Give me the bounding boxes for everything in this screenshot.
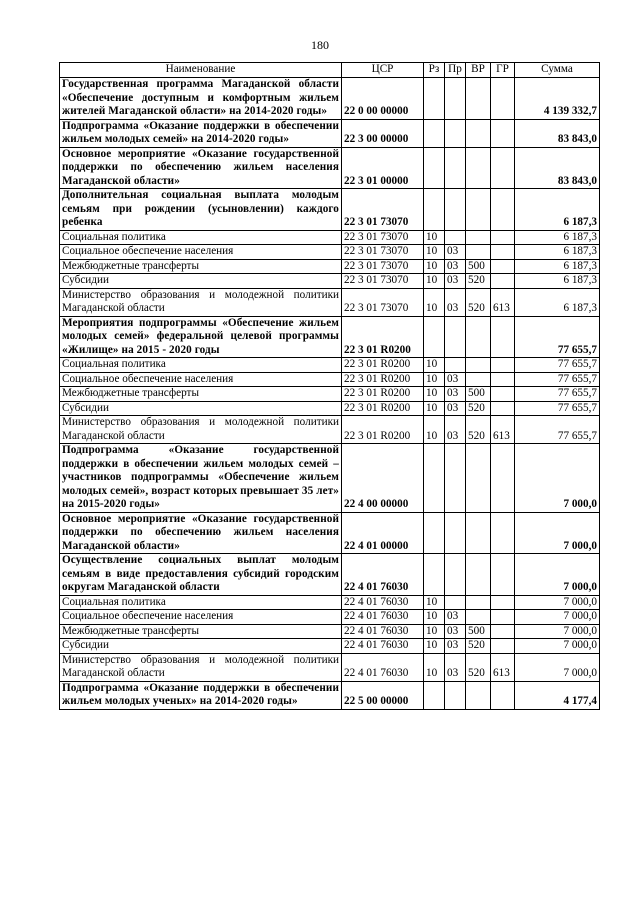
- cell-name: Министерство образования и молодежной политики Магаданской области: [60, 416, 342, 444]
- table-row: [60, 653, 600, 681]
- cell-csr: 22 3 01 73070: [342, 245, 424, 260]
- cell-rz: 10: [424, 639, 445, 654]
- cell-sum: 77 655,7: [515, 416, 600, 444]
- cell-rz: 10: [424, 653, 445, 681]
- cell-name: Межбюджетные трансферты: [60, 259, 342, 274]
- cell-sum: 77 655,7: [515, 358, 600, 373]
- header-csr: ЦСР: [342, 63, 424, 78]
- cell-vr: [466, 230, 491, 245]
- cell-vr: [466, 189, 491, 231]
- cell-rz: 10: [424, 259, 445, 274]
- cell-pr: 03: [445, 288, 466, 316]
- cell-sum: 77 655,7: [515, 372, 600, 387]
- cell-gr: [491, 316, 515, 358]
- cell-pr: 03: [445, 387, 466, 402]
- cell-rz: [424, 444, 445, 513]
- cell-rz: [424, 512, 445, 554]
- cell-pr: [445, 189, 466, 231]
- cell-name: Межбюджетные трансферты: [60, 624, 342, 639]
- cell-gr: [491, 387, 515, 402]
- cell-csr: 22 4 01 76030: [342, 554, 424, 596]
- table-row: [60, 274, 600, 289]
- cell-csr: 22 3 01 R0200: [342, 316, 424, 358]
- cell-pr: 03: [445, 610, 466, 625]
- cell-csr: 22 4 01 76030: [342, 610, 424, 625]
- cell-csr: 22 3 01 00000: [342, 147, 424, 189]
- cell-vr: 520: [466, 288, 491, 316]
- cell-sum: 7 000,0: [515, 512, 600, 554]
- cell-csr: 22 4 00 00000: [342, 444, 424, 513]
- cell-vr: 500: [466, 387, 491, 402]
- cell-rz: [424, 119, 445, 147]
- cell-name: Социальная политика: [60, 358, 342, 373]
- cell-csr: 22 3 01 73070: [342, 230, 424, 245]
- cell-pr: [445, 554, 466, 596]
- cell-pr: [445, 358, 466, 373]
- cell-vr: [466, 610, 491, 625]
- cell-gr: 613: [491, 653, 515, 681]
- cell-sum: 77 655,7: [515, 316, 600, 358]
- table-row: [60, 554, 600, 596]
- cell-sum: 6 187,3: [515, 189, 600, 231]
- cell-vr: 500: [466, 259, 491, 274]
- table-row: [60, 259, 600, 274]
- cell-pr: 03: [445, 372, 466, 387]
- cell-vr: [466, 554, 491, 596]
- table-row: [60, 401, 600, 416]
- table-header: [60, 63, 600, 78]
- cell-name: Государственная программа Магаданской области «Обеспечение доступным и комфортным жильем жителей Магаданской области» на 2014-2020 годы»: [60, 78, 342, 120]
- cell-vr: [466, 444, 491, 513]
- cell-rz: 10: [424, 274, 445, 289]
- cell-csr: 22 3 01 73070: [342, 288, 424, 316]
- table-row: [60, 444, 600, 513]
- cell-vr: [466, 119, 491, 147]
- cell-vr: [466, 372, 491, 387]
- cell-gr: [491, 554, 515, 596]
- cell-gr: [491, 595, 515, 610]
- cell-sum: 83 843,0: [515, 119, 600, 147]
- cell-pr: 03: [445, 274, 466, 289]
- cell-gr: [491, 610, 515, 625]
- cell-sum: 6 187,3: [515, 288, 600, 316]
- table-row: [60, 358, 600, 373]
- cell-name: Субсидии: [60, 639, 342, 654]
- cell-rz: 10: [424, 288, 445, 316]
- cell-pr: [445, 147, 466, 189]
- cell-name: Основное мероприятие «Оказание государственной поддержки по обеспечению жильем населения Магаданской области»: [60, 147, 342, 189]
- cell-gr: [491, 119, 515, 147]
- cell-gr: 613: [491, 416, 515, 444]
- table-row: [60, 639, 600, 654]
- cell-csr: 22 3 00 00000: [342, 119, 424, 147]
- cell-sum: 6 187,3: [515, 230, 600, 245]
- cell-csr: 22 5 00 00000: [342, 681, 424, 709]
- cell-name: Социальное обеспечение населения: [60, 610, 342, 625]
- cell-pr: 03: [445, 401, 466, 416]
- cell-name: Министерство образования и молодежной политики Магаданской области: [60, 288, 342, 316]
- cell-rz: 10: [424, 401, 445, 416]
- cell-gr: [491, 358, 515, 373]
- cell-vr: [466, 358, 491, 373]
- cell-vr: 520: [466, 274, 491, 289]
- cell-rz: 10: [424, 245, 445, 260]
- cell-sum: 4 139 332,7: [515, 78, 600, 120]
- cell-pr: [445, 230, 466, 245]
- table-row: [60, 245, 600, 260]
- cell-gr: [491, 401, 515, 416]
- cell-csr: 22 3 01 73070: [342, 259, 424, 274]
- cell-pr: 03: [445, 624, 466, 639]
- cell-gr: [491, 189, 515, 231]
- cell-gr: [491, 681, 515, 709]
- cell-sum: 6 187,3: [515, 259, 600, 274]
- cell-sum: 77 655,7: [515, 387, 600, 402]
- cell-name: Социальное обеспечение населения: [60, 245, 342, 260]
- cell-vr: [466, 316, 491, 358]
- cell-pr: 03: [445, 259, 466, 274]
- cell-rz: 10: [424, 387, 445, 402]
- cell-vr: [466, 78, 491, 120]
- budget-table: [59, 62, 600, 710]
- cell-gr: [491, 372, 515, 387]
- cell-csr: 22 4 01 76030: [342, 624, 424, 639]
- cell-sum: 4 177,4: [515, 681, 600, 709]
- cell-vr: [466, 595, 491, 610]
- table-row: [60, 189, 600, 231]
- cell-gr: 613: [491, 288, 515, 316]
- cell-gr: [491, 78, 515, 120]
- cell-pr: [445, 78, 466, 120]
- header-sum: Сумма: [515, 63, 600, 78]
- cell-name: Социальное обеспечение населения: [60, 372, 342, 387]
- cell-pr: [445, 119, 466, 147]
- cell-rz: [424, 189, 445, 231]
- cell-name: Министерство образования и молодежной политики Магаданской области: [60, 653, 342, 681]
- cell-gr: [491, 444, 515, 513]
- cell-name: Дополнительная социальная выплата молодым семьям при рождении (усыновлении) каждого ребенка: [60, 189, 342, 231]
- table-row: [60, 316, 600, 358]
- table-body: [60, 78, 600, 710]
- cell-csr: 22 3 01 73070: [342, 274, 424, 289]
- page-number: 180: [311, 38, 329, 52]
- cell-sum: 7 000,0: [515, 639, 600, 654]
- header-name: Наименование: [60, 63, 342, 78]
- table-row: [60, 288, 600, 316]
- cell-sum: 7 000,0: [515, 444, 600, 513]
- cell-gr: [491, 512, 515, 554]
- cell-gr: [491, 639, 515, 654]
- cell-csr: 22 4 01 76030: [342, 639, 424, 654]
- table-row: [60, 119, 600, 147]
- cell-name: Подпрограмма «Оказание поддержки в обеспечении жильем молодых семей» на 2014-2020 годы»: [60, 119, 342, 147]
- cell-pr: [445, 316, 466, 358]
- cell-csr: 22 0 00 00000: [342, 78, 424, 120]
- cell-sum: 77 655,7: [515, 401, 600, 416]
- cell-csr: 22 3 01 R0200: [342, 358, 424, 373]
- cell-csr: 22 3 01 R0200: [342, 401, 424, 416]
- cell-rz: [424, 147, 445, 189]
- cell-name: Подпрограмма «Оказание государственной поддержки в обеспечении жильем молодых семей – участников подпрограммы «Обеспечение жильем молодых семей», возраст которых превышает 35 лет» на 2015-2020 годы»: [60, 444, 342, 513]
- cell-gr: [491, 624, 515, 639]
- cell-pr: 03: [445, 245, 466, 260]
- cell-csr: 22 4 01 76030: [342, 653, 424, 681]
- table-row: [60, 610, 600, 625]
- cell-vr: 500: [466, 624, 491, 639]
- cell-sum: 6 187,3: [515, 245, 600, 260]
- cell-sum: 6 187,3: [515, 274, 600, 289]
- table-row: [60, 230, 600, 245]
- cell-rz: 10: [424, 372, 445, 387]
- cell-sum: 7 000,0: [515, 595, 600, 610]
- table-row: [60, 78, 600, 120]
- cell-gr: [491, 274, 515, 289]
- cell-pr: [445, 681, 466, 709]
- cell-name: Социальная политика: [60, 230, 342, 245]
- cell-name: Субсидии: [60, 401, 342, 416]
- cell-csr: 22 3 01 R0200: [342, 372, 424, 387]
- cell-rz: [424, 554, 445, 596]
- cell-rz: [424, 316, 445, 358]
- cell-name: Подпрограмма «Оказание поддержки в обеспечении жильем молодых ученых» на 2014-2020 годы»: [60, 681, 342, 709]
- cell-name: Основное мероприятие «Оказание государственной поддержки по обеспечению жильем населения Магаданской области»: [60, 512, 342, 554]
- cell-vr: [466, 147, 491, 189]
- cell-name: Социальная политика: [60, 595, 342, 610]
- cell-csr: 22 3 01 R0200: [342, 416, 424, 444]
- cell-gr: [491, 230, 515, 245]
- cell-pr: 03: [445, 639, 466, 654]
- cell-pr: [445, 512, 466, 554]
- cell-vr: [466, 512, 491, 554]
- table-row: [60, 372, 600, 387]
- cell-sum: 7 000,0: [515, 610, 600, 625]
- cell-name: Субсидии: [60, 274, 342, 289]
- cell-pr: 03: [445, 653, 466, 681]
- cell-name: Осуществление социальных выплат молодым семьям в виде предоставления субсидий городским округам Магаданской области: [60, 554, 342, 596]
- cell-name: Мероприятия подпрограммы «Обеспечение жильем молодых семей» федеральной целевой программы «Жилище» на 2015 - 2020 годы: [60, 316, 342, 358]
- cell-csr: 22 4 01 00000: [342, 512, 424, 554]
- cell-vr: 520: [466, 416, 491, 444]
- cell-csr: 22 3 01 73070: [342, 189, 424, 231]
- cell-sum: 83 843,0: [515, 147, 600, 189]
- table-row: [60, 681, 600, 709]
- table-row: [60, 624, 600, 639]
- cell-rz: 10: [424, 230, 445, 245]
- cell-sum: 7 000,0: [515, 624, 600, 639]
- cell-rz: 10: [424, 358, 445, 373]
- header-rz: Рз: [424, 63, 445, 78]
- cell-csr: 22 3 01 R0200: [342, 387, 424, 402]
- table-row: [60, 147, 600, 189]
- cell-gr: [491, 259, 515, 274]
- cell-rz: 10: [424, 610, 445, 625]
- cell-gr: [491, 245, 515, 260]
- cell-name: Межбюджетные трансферты: [60, 387, 342, 402]
- table-row: [60, 387, 600, 402]
- cell-vr: 520: [466, 639, 491, 654]
- cell-pr: 03: [445, 416, 466, 444]
- cell-csr: 22 4 01 76030: [342, 595, 424, 610]
- header-vr: ВР: [466, 63, 491, 78]
- cell-vr: 520: [466, 653, 491, 681]
- header-gr: ГР: [491, 63, 515, 78]
- cell-vr: [466, 245, 491, 260]
- cell-rz: [424, 78, 445, 120]
- table-row: [60, 512, 600, 554]
- cell-sum: 7 000,0: [515, 653, 600, 681]
- cell-rz: 10: [424, 416, 445, 444]
- cell-pr: [445, 595, 466, 610]
- table-row: [60, 416, 600, 444]
- cell-gr: [491, 147, 515, 189]
- table-row: [60, 595, 600, 610]
- cell-pr: [445, 444, 466, 513]
- cell-rz: 10: [424, 595, 445, 610]
- cell-vr: [466, 681, 491, 709]
- cell-rz: [424, 681, 445, 709]
- cell-rz: 10: [424, 624, 445, 639]
- header-pr: Пр: [445, 63, 466, 78]
- cell-sum: 7 000,0: [515, 554, 600, 596]
- cell-vr: 520: [466, 401, 491, 416]
